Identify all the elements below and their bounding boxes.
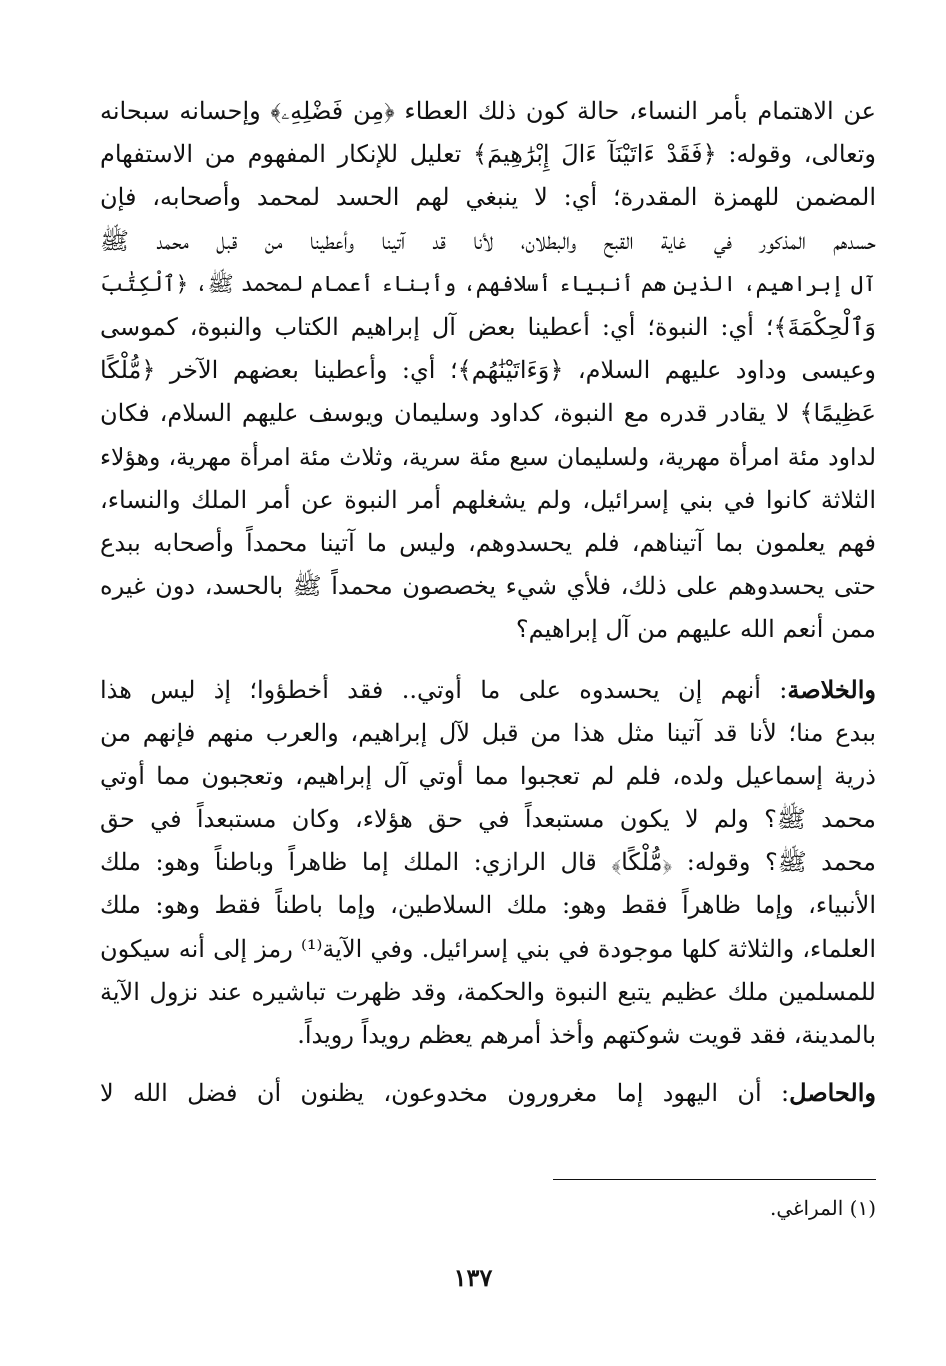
text-line: فهم يعلمون بما آتيناهم، فلم يحسدوهم، وليس ما آتينا محمداً وأصحابه ببدع xyxy=(100,528,876,557)
text-line: المضمن للهمزة المقدرة؛ أي: لا ينبغي لهم الحسد لمحمد وأصحابه، فإن xyxy=(100,183,876,212)
text-line: ذرية إسماعيل ولده، فلم لم تعجبوا مما أوتي آل إبراهيم، وتعجبون مما أوتي xyxy=(100,761,876,790)
paragraph-1 xyxy=(100,90,876,651)
page-body xyxy=(100,90,876,1114)
paragraph-2 xyxy=(100,668,876,1057)
text-line xyxy=(100,1071,876,1114)
text-line: محمد ﷺ؟ ولم لا يكون مستبعداً في حق هؤلاء، وكان مستبعداً في حق xyxy=(100,805,876,833)
text-line: لداود مئة امرأة مهرية، ولسليمان سبع مئة سرية، وثلاث مئة امرأة مهرية، وهؤلاء xyxy=(100,442,876,471)
text-line: وَٱلْحِكْمَةَ﴾؛ أي: النبوة؛ أي: أعطينا بعض آل إبراهيم الكتاب والنبوة، كموسى xyxy=(100,312,876,341)
conclusion-heading: والحاصل xyxy=(789,1078,876,1108)
text-line: العلماء، والثلاثة كلها موجودة في بني إسرائيل. وفي الآية⁽¹⁾ رمز إلى أنه سيكون xyxy=(100,934,876,963)
summary-heading: والخلاصة xyxy=(787,675,876,705)
text-line: حتى يحسدوهم على ذلك، فلأي شيء يخصصون محمداً ﷺ بالحسد، دون غيره xyxy=(100,572,876,601)
footnote: (١) المراغي. xyxy=(769,1196,876,1220)
text-line: عن الاهتمام بأمر النساء، حالة كون ذلك العطاء ﴿مِن فَضْلِهِۦ﴾ وإحسانه سبحانه xyxy=(100,97,876,125)
footnote-divider xyxy=(553,1179,876,1180)
text-line: وعيسى وداود عليهم السلام، ﴿وَءَاتَيْنَٰهُم﴾؛ أي: وأعطينا بعضهم الآخر ﴿مُّلْكًا xyxy=(100,356,877,385)
paragraph-3 xyxy=(100,1071,876,1114)
text-run: : أن اليهود إما مغرورون مخدوعون، يظنون أن فضل الله لا xyxy=(100,1079,790,1108)
text-line: ببدع منا؛ لأنا قد آتينا مثل هذا من قبل لآل إبراهيم، والعرب منهم فإنهم من xyxy=(100,718,876,747)
text-line: محمد ﷺ؟ وقوله: ﴿مُّلْكًا﴾ قال الرازي: الملك إما ظاهراً وباطناً وهو: ملك xyxy=(100,848,876,877)
text-line xyxy=(100,668,876,711)
text-line: بالمدينة، فقد قويت شوكتهم وأخذ أمرهم يعظم رويداً رويداً. xyxy=(297,1020,876,1049)
text-line: عَظِيمًا﴾ لا يقادر قدره مع النبوة، كداود وسليمان ويوسف عليهم السلام، فكان xyxy=(100,399,876,428)
text-line: الأنبياء، وإما ظاهراً فقط وهو: ملك السلاطين، وإما باطناً فقط وهو: ملك xyxy=(100,891,876,920)
text-line: الثلاثة كانوا في بني إسرائيل، ولم يشغلهم أمر النبوة عن أمر الملك والنساء، xyxy=(100,485,876,514)
text-line: وتعالى، وقوله: ﴿فَقَدْ ءَاتَيْنَآ ءَالَ إِبْرَٰهِيمَ﴾ تعليل للإنكار المفهوم من الاستفهام xyxy=(100,140,876,169)
text-line: ممن أنعم الله عليهم من آل إبراهيم؟ xyxy=(515,615,876,644)
text-line: حسدهم المذكور في غاية القبح والبطلان، لأنا قد آتينا وأعطينا من قبل محمد ﷺ xyxy=(100,226,876,255)
text-line: للمسلمين ملك عظيم يتبع النبوة والحكمة، وقد ظهرت تباشيره عند نزول الآية xyxy=(100,977,876,1006)
text-run: : أنهم إن يحسدوه على ما أوتي.. فقد أخطؤوا؛ إذ ليس هذا xyxy=(100,676,788,705)
page-number: ١٣٧ xyxy=(453,1263,493,1292)
text-line: آل إبراهيم، الذين هم أنبياء أسلافهم، وأبناء أعمام لمحمد ﷺ، ﴿ٱلْكِتَٰبَ xyxy=(100,271,876,297)
